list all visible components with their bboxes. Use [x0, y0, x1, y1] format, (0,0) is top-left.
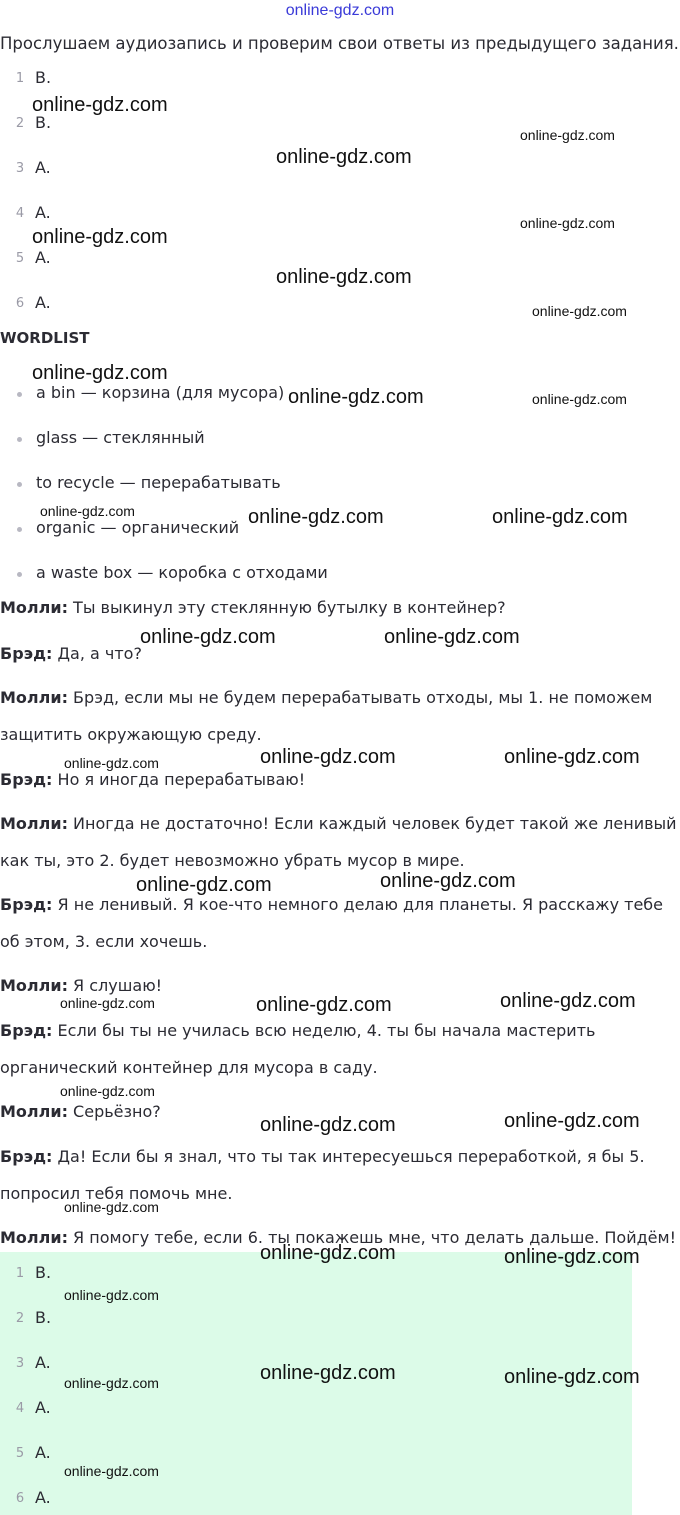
item-answer: A.	[35, 1398, 51, 1417]
watermark: online-gdz.com	[276, 146, 412, 168]
speaker-name: Брэд:	[0, 1021, 53, 1040]
item-number: 4	[15, 1401, 25, 1416]
item-answer: A.	[35, 248, 51, 267]
speaker-name: Молли:	[0, 814, 68, 833]
watermark: online-gdz.com	[136, 874, 272, 896]
item-number: 4	[15, 206, 25, 221]
watermark: online-gdz.com	[504, 1110, 640, 1132]
intro-text: Прослушаем аудиозапись и проверим свои ответы из предыдущего задания.	[0, 34, 679, 53]
watermark: online-gdz.com	[260, 1362, 396, 1384]
item-answer: B.	[35, 68, 52, 87]
item-number: 3	[15, 161, 25, 176]
dialogue-text: Но я иногда перерабатываю!	[52, 770, 306, 789]
wordlist-item-text: organic — органический	[36, 518, 240, 537]
watermark: online-gdz.com	[520, 127, 615, 143]
watermark: online-gdz.com	[504, 1246, 640, 1268]
bullet-icon	[17, 572, 22, 577]
speaker-name: Молли:	[0, 1228, 68, 1247]
dialogue-line	[0, 1012, 680, 1086]
watermark: online-gdz.com	[32, 94, 168, 116]
watermark: online-gdz.com	[32, 226, 168, 248]
wordlist-item	[0, 563, 620, 587]
item-number: 6	[15, 296, 25, 311]
dialogue-text: Да! Если бы я знал, что ты так интересуешься переработкой, я бы 5. попросил тебя помочь мне.	[0, 1147, 645, 1203]
watermark: online-gdz.com	[532, 391, 627, 407]
watermark: online-gdz.com	[64, 1287, 159, 1303]
item-answer: A.	[35, 203, 51, 222]
watermark: online-gdz.com	[504, 746, 640, 768]
watermark: online-gdz.com	[500, 990, 636, 1012]
speaker-name: Брэд:	[0, 895, 53, 914]
bullet-icon	[17, 527, 22, 532]
watermark: online-gdz.com	[532, 303, 627, 319]
dialogue-line	[0, 635, 680, 672]
watermark: online-gdz.com	[60, 995, 155, 1011]
watermark: online-gdz.com	[520, 215, 615, 231]
wordlist-item-text: a bin — корзина (для мусора)	[36, 383, 285, 402]
item-number: 6	[15, 1491, 25, 1506]
list-item	[0, 1398, 620, 1422]
item-number: 2	[15, 116, 25, 131]
dialogue-line	[0, 886, 680, 960]
item-answer: B.	[35, 1308, 52, 1327]
wordlist-item	[0, 428, 620, 452]
bullet-icon	[17, 392, 22, 397]
dialogue-text: Иногда не достаточно! Если каждый человек будет такой же ленивый как ты, это 2. будет невозможно убрать мусор в мире.	[0, 814, 677, 870]
dialogue-line	[0, 679, 680, 753]
wordlist-item	[0, 473, 620, 497]
watermark: online-gdz.com	[492, 506, 628, 528]
item-answer: B.	[35, 1263, 52, 1282]
item-number: 5	[15, 251, 25, 266]
wordlist-item-text: glass — стеклянный	[36, 428, 205, 447]
wordlist-item-text: a waste box — коробка с отходами	[36, 563, 328, 582]
list-item	[0, 1308, 620, 1332]
watermark: online-gdz.com	[380, 870, 516, 892]
item-number: 1	[15, 1266, 25, 1281]
speaker-name: Молли:	[0, 688, 68, 707]
speaker-name: Брэд:	[0, 644, 53, 663]
watermark: online-gdz.com	[64, 755, 159, 771]
item-number: 2	[15, 1311, 25, 1326]
wordlist-item-text: to recycle — перерабатывать	[36, 473, 281, 492]
site-header-watermark: online-gdz.com	[285, 2, 395, 19]
watermark: online-gdz.com	[276, 266, 412, 288]
dialogue-text: Если бы ты не училась всю неделю, 4. ты бы начала мастерить органический контейнер для мусора в саду.	[0, 1021, 596, 1077]
watermark: online-gdz.com	[260, 1242, 396, 1264]
watermark: online-gdz.com	[60, 1083, 155, 1099]
dialogue-line	[0, 589, 680, 626]
item-answer: A.	[35, 293, 51, 312]
watermark: online-gdz.com	[256, 994, 392, 1016]
item-answer: A.	[35, 158, 51, 177]
speaker-name: Молли:	[0, 598, 68, 617]
watermark: online-gdz.com	[64, 1463, 159, 1479]
dialogue-line	[0, 805, 680, 879]
item-number: 5	[15, 1446, 25, 1461]
watermark: online-gdz.com	[64, 1199, 159, 1215]
item-number: 3	[15, 1356, 25, 1371]
watermark: online-gdz.com	[32, 362, 168, 384]
speaker-name: Молли:	[0, 976, 68, 995]
item-number: 1	[15, 71, 25, 86]
dialogue-text: Брэд, если мы не будем перерабатывать отходы, мы 1. не поможем защитить окружающую среду.	[0, 688, 653, 744]
watermark: online-gdz.com	[384, 626, 520, 648]
item-answer: B.	[35, 113, 52, 132]
list-item	[0, 68, 620, 92]
speaker-name: Брэд:	[0, 770, 53, 789]
watermark: online-gdz.com	[288, 386, 424, 408]
dialogue-text: Серьёзно?	[67, 1102, 161, 1121]
watermark: online-gdz.com	[248, 506, 384, 528]
watermark: online-gdz.com	[140, 626, 276, 648]
item-answer: A.	[35, 1443, 51, 1462]
dialogue-text: Да, а что?	[52, 644, 142, 663]
dialogue-text: Я не ленивый. Я кое-что немного делаю для планеты. Я расскажу тебе об этом, 3. если хочешь.	[0, 895, 664, 951]
list-item	[0, 1488, 620, 1512]
item-answer: A.	[35, 1488, 51, 1507]
dialogue-text: Я слушаю!	[67, 976, 163, 995]
bullet-icon	[17, 437, 22, 442]
watermark: online-gdz.com	[260, 1114, 396, 1136]
list-item	[0, 293, 620, 317]
watermark: online-gdz.com	[260, 746, 396, 768]
bullet-icon	[17, 482, 22, 487]
watermark: online-gdz.com	[40, 503, 135, 519]
speaker-name: Брэд:	[0, 1147, 53, 1166]
watermark: online-gdz.com	[504, 1366, 640, 1388]
wordlist-title: WORDLIST	[0, 329, 90, 347]
dialogue-text: Ты выкинул эту стеклянную бутылку в контейнер?	[67, 598, 506, 617]
watermark: online-gdz.com	[64, 1375, 159, 1391]
speaker-name: Молли:	[0, 1102, 68, 1121]
dialogue-text: Я помогу тебе, если 6. ты покажешь мне, что делать дальше. Пойдём!	[67, 1228, 677, 1247]
item-answer: A.	[35, 1353, 51, 1372]
